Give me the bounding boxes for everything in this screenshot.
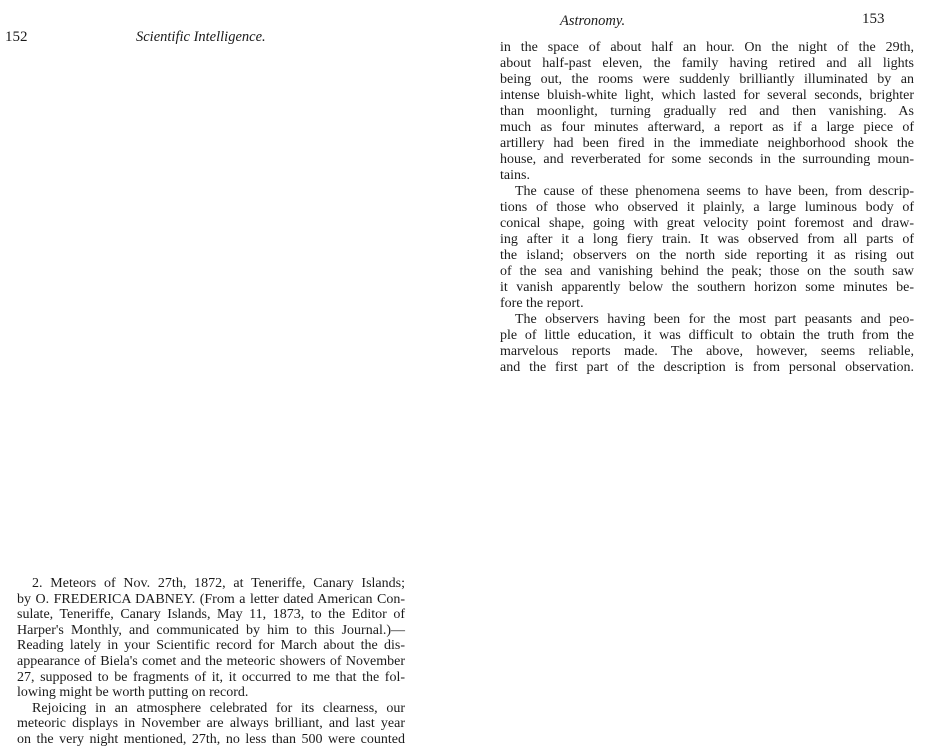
page-number-right: 153: [862, 11, 885, 27]
text-line: tions of those who observed it plainly, a large luminous body of: [500, 200, 914, 215]
text-line: conical shape, going with great velocity point foremost and draw-: [500, 216, 914, 231]
text-line: appearance of Biela's comet and the meteoric showers of November: [17, 653, 405, 669]
text-line: 27, supposed to be fragments of it, it occurred to me that the fol-: [17, 669, 405, 685]
text-line: on the very night mentioned, 27th, no less than 500 were counted: [17, 731, 405, 747]
text-line: Rejoicing in an atmosphere celebrated for its clearness, our: [32, 700, 405, 716]
text-line: sulate, Teneriffe, Canary Islands, May 11, 1873, to the Editor of: [17, 607, 405, 623]
text-line: fore the report.: [500, 296, 584, 311]
running-head-left: Scientific Intelligence.: [136, 29, 266, 45]
text-line: tains.: [500, 168, 530, 183]
text-line: by O. FREDERICA DABNEY. (From a letter dated American Con-: [17, 591, 405, 607]
page-number-left: 152: [5, 29, 28, 45]
running-head-right: Astronomy.: [560, 13, 626, 29]
text-line: The observers having been for the most part peasants and peo-: [515, 312, 914, 327]
text-line: marvelous reports made. The above, however, seems reliable,: [500, 344, 914, 359]
text-line: The cause of these phenomena seems to have been, from descrip-: [515, 184, 914, 199]
text-line: artillery had been fired in the immediate neighborhood shook the: [500, 136, 914, 151]
text-line: the island; observers on the north side reporting it as rising out: [500, 248, 914, 263]
text-line: and the first part of the description is from personal observation.: [500, 360, 914, 375]
text-line: ple of little education, it was difficult to obtain the truth from the: [500, 328, 914, 343]
text-line: ing after it a long fiery train. It was observed from all parts of: [500, 232, 914, 247]
text-line: in the space of about half an hour. On the night of the 29th,: [500, 40, 914, 55]
text-line: much as four minutes afterward, a report as if a large piece of: [500, 120, 914, 135]
right-page-text: [500, 40, 914, 376]
text-line: intense bluish-white light, which lasted for several seconds, brighter: [500, 88, 914, 103]
text-line: being out, the rooms were suddenly brilliantly illuminated by an: [500, 72, 914, 87]
text-line: than moonlight, turning gradually red and then vanishing. As: [500, 104, 914, 119]
text-line: of the sea and vanishing behind the peak; those on the south saw: [500, 264, 914, 279]
text-line: house, and reverberated for some seconds in the surrounding moun-: [500, 152, 914, 167]
text-line: Harper's Monthly, and communicated by him to this Journal.)—: [17, 622, 405, 638]
text-line: Reading lately in your Scientific record for March about the dis-: [17, 638, 405, 654]
text-line: about half-past eleven, the family having retired and all lights: [500, 56, 914, 71]
text-line: lowing might be worth putting on record.: [17, 685, 249, 701]
text-line: 2. Meteors of Nov. 27th, 1872, at Teneriffe, Canary Islands;: [32, 576, 405, 591]
text-line: it vanish apparently below the southern horizon some minutes be-: [500, 280, 914, 295]
text-line: meteoric displays in November are always brilliant, and last year: [17, 716, 405, 732]
left-page-text: [17, 576, 405, 748]
